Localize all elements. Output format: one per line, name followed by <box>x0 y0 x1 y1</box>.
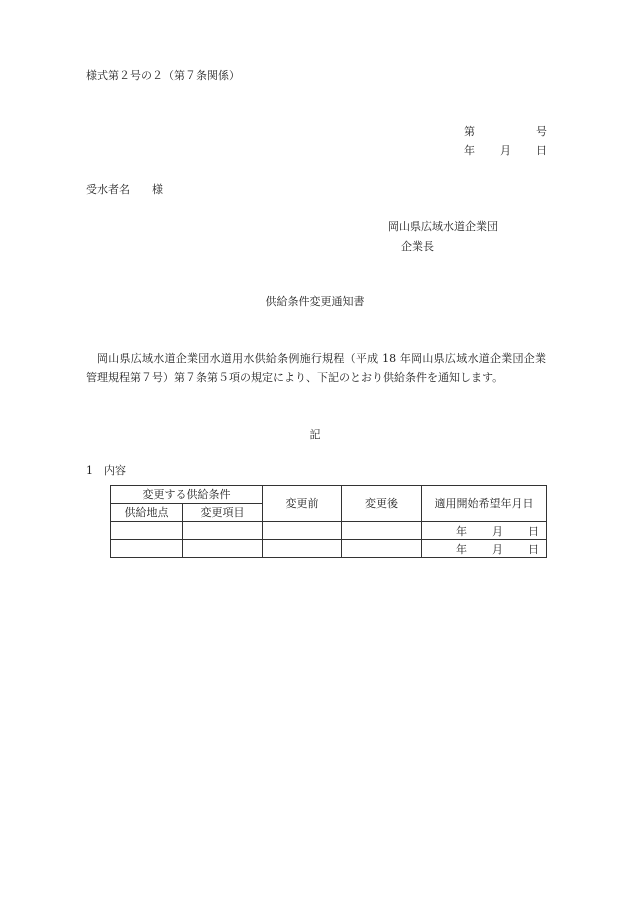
cell-after[interactable] <box>342 540 422 558</box>
date-month: 月 <box>500 144 511 157</box>
header-start-date: 適用開始希望年月日 <box>422 486 547 522</box>
header-change-item: 変更項目 <box>183 504 263 522</box>
body-paragraph: 岡山県広域水道企業団水道用水供給条例施行規程（平成 18 年岡山県広域水道企業団企業管理規程第７号）第７条第５項の規定により、下記のとおり供給条件を通知します。 <box>86 352 546 384</box>
document-title: 供給条件変更通知書 <box>265 295 365 308</box>
number-prefix: 第 <box>464 125 475 138</box>
date-day: 日 <box>536 144 547 157</box>
cell-supply-point[interactable] <box>111 522 183 540</box>
section-label: 内容 <box>104 464 126 477</box>
date-unit-day: 日 <box>528 525 539 538</box>
cell-start-date[interactable] <box>422 522 547 540</box>
date-year: 年 <box>464 144 475 157</box>
change-table <box>110 485 547 558</box>
recipient-label: 受水者名 <box>86 183 130 196</box>
header-before: 変更前 <box>263 486 342 522</box>
ki-heading: 記 <box>309 428 321 441</box>
number-suffix: 号 <box>536 125 547 138</box>
header-supply-point: 供給地点 <box>111 504 183 522</box>
cell-start-date[interactable] <box>422 540 547 558</box>
cell-before[interactable] <box>263 522 342 540</box>
recipient-line <box>86 184 163 195</box>
form-number: 様式第２号の２（第７条関係） <box>86 69 240 82</box>
date-unit-year: 年 <box>456 525 467 538</box>
cell-before[interactable] <box>263 540 342 558</box>
section-heading <box>86 465 126 476</box>
recipient-honorific: 様 <box>152 183 163 196</box>
header-group-conditions: 変更する供給条件 <box>111 486 263 504</box>
section-number: 1 <box>86 464 93 477</box>
issuer-title: 企業長 <box>401 240 434 253</box>
issuer-organization: 岡山県広域水道企業団 <box>388 220 498 233</box>
table-row <box>111 522 547 540</box>
table-row <box>111 540 547 558</box>
cell-supply-point[interactable] <box>111 540 183 558</box>
date-unit-month: 月 <box>492 525 503 538</box>
cell-change-item[interactable] <box>183 540 263 558</box>
header-after: 変更後 <box>342 486 422 522</box>
date-unit-day: 日 <box>528 543 539 556</box>
table-header-row <box>111 486 547 504</box>
cell-after[interactable] <box>342 522 422 540</box>
date-unit-month: 月 <box>492 543 503 556</box>
cell-change-item[interactable] <box>183 522 263 540</box>
date-unit-year: 年 <box>456 543 467 556</box>
